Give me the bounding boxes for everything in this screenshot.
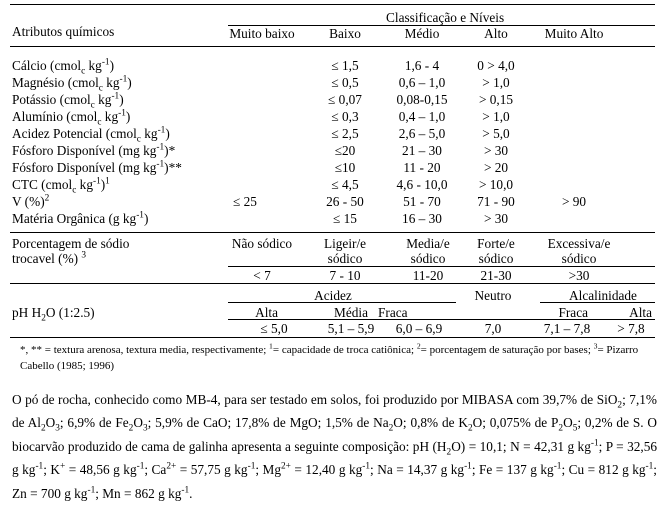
row-value-baixo: ≤20 xyxy=(334,143,356,158)
sodium-category: Media/e xyxy=(406,236,450,251)
row-attribute-label: Magnésio (cmol$_c$ $kg^{-1}$) xyxy=(12,74,132,94)
row-value-alto: > 5,0 xyxy=(482,126,510,141)
ph-value: ≤ 5,0 xyxy=(260,321,288,336)
sodium-category: Ligeir/e xyxy=(323,236,367,251)
row-value-medio: 2,6 – 5,0 xyxy=(398,126,446,141)
sodium-category: Excessiva/e xyxy=(547,236,611,251)
level-alto: Alto xyxy=(484,26,508,41)
row-value-alto: > 10,0 xyxy=(478,177,514,192)
sodium-top-rule xyxy=(10,232,655,233)
ph-value: 7,1 – 7,8 xyxy=(543,321,591,336)
sodium-value: 7 - 10 xyxy=(329,268,361,283)
header-bottom-rule xyxy=(10,46,655,47)
row-value-muito-alto: > 90 xyxy=(561,194,587,209)
row-value-medio: 4,6 - 10,0 xyxy=(396,177,448,192)
row-value-alto: 0 > 4,0 xyxy=(477,58,515,73)
row-value-alto: > 1,0 xyxy=(482,75,510,90)
row-attribute-label: Potássio (cmol$_c$ $kg^{-1}$) xyxy=(12,91,124,111)
ph-acidez-underline xyxy=(228,302,456,303)
row-attribute-label: CTC (cmol$_c$ $kg^{-1})^1$ xyxy=(12,176,110,196)
row-attribute-label: Matéria Orgânica (g $kg^{-1}$) xyxy=(12,210,149,226)
ph-value: 5,1 – 5,9 xyxy=(327,321,375,336)
row-value-alto: > 30 xyxy=(483,211,509,226)
row-attribute-label: V (%)$^2$ xyxy=(12,193,50,209)
body-paragraph: O pó de rocha, conhecido como MB-4, para ser testado em solos, foi produzido por MIBASA com 39,7% de SiO$_2$; 7,1% de $Al_2O_3$; 6,9% de $Fe_2O_3$; 5,9% de CaO; 17,8% de MgO; 1,5% de $Na_2O$; 0,8% de $K_2O$; 0,075% de $P_2O_5$; 0,2% de S. O biocarvão produzido de cama de galinha apresenta a seguinte composição: pH $(H_2O) = 10,1$; N = 42,31 g $kg^{-1}$; P = 32,56 g $kg^{-1}$; K+ = 48,56 g $kg^{-1}$; $Ca^{2+} = 57,75$ g $kg^{-1}$; $Mg^{2+} = 12,40$ g $kg^{-1}$; Na = 14,37 g $kg^{-1}$; Fe = 137 g $kg^{-1}$; Cu = 812 g $kg^{-1}$; Zn = 700 g $kg^{-1}$; Mn = 862 g $kg^{-1}$. xyxy=(12,392,657,501)
ph-value: 6,0 – 6,9 xyxy=(395,321,443,336)
row-value-baixo: ≤ 1,5 xyxy=(331,58,359,73)
sodium-value: 21-30 xyxy=(480,268,512,283)
ph-sub-label: Média xyxy=(334,305,368,320)
row-attribute-label: Cálcio (cmol$_c$ $kg^{-1}$) xyxy=(12,57,115,77)
level-muito-baixo: Muito baixo xyxy=(229,26,295,41)
row-value-baixo: ≤ 4,5 xyxy=(331,177,359,192)
level-muito-alto: Muito Alto xyxy=(544,26,604,41)
row-value-baixo: ≤ 0,07 xyxy=(328,92,362,107)
row-value-medio: 0,6 – 1,0 xyxy=(398,75,446,90)
sodium-category-line2: sódico xyxy=(478,251,514,266)
row-attribute-label: Alumínio (cmol$_c$ $kg^{-1}$) xyxy=(12,108,131,128)
row-value-alto: 71 - 90 xyxy=(477,194,515,209)
ph-group-alcalinidade: Alcalinidade xyxy=(569,288,637,303)
ph-value: > 7,8 xyxy=(617,321,645,336)
sodium-value: 11-20 xyxy=(412,268,444,283)
table-bottom-rule xyxy=(10,337,655,338)
sodium-value: < 7 xyxy=(253,268,271,283)
sodium-category: Não sódico xyxy=(231,236,293,251)
ph-mid-rule xyxy=(228,319,655,320)
header-classification: Classificação e Níveis xyxy=(386,10,505,25)
row-value-alto: > 0,15 xyxy=(478,92,514,107)
ph-group-neutro: Neutro xyxy=(474,288,512,303)
sodium-mid-rule xyxy=(228,266,655,267)
row-value-medio: 21 – 30 xyxy=(402,143,442,158)
level-medio: Médio xyxy=(404,26,440,41)
row-value-baixo: ≤10 xyxy=(334,160,356,175)
ph-group-acidez: Acidez xyxy=(314,288,352,303)
ph-sub-label: Fraca xyxy=(378,305,408,320)
row-value-alto: > 1,0 xyxy=(482,109,510,124)
row-value-baixo: ≤ 2,5 xyxy=(331,126,359,141)
row-value-baixo: 26 - 50 xyxy=(326,194,364,209)
sodium-label-line1: Porcentagem de sódio xyxy=(12,236,130,251)
row-value-medio: 51 - 70 xyxy=(403,194,441,209)
ph-sub-label: Alta xyxy=(629,305,652,320)
sodium-bottom-rule xyxy=(10,283,655,284)
row-attribute-label: Fósforo Disponível (mg $kg^{-1})**$ xyxy=(12,159,182,175)
row-value-medio: 11 - 20 xyxy=(403,160,441,175)
sodium-category: Forte/e xyxy=(477,236,515,251)
sodium-value: >30 xyxy=(568,268,590,283)
sodium-category-line2: sódico xyxy=(561,251,597,266)
ph-value: 7,0 xyxy=(484,321,502,336)
row-value-muito-baixo: ≤ 25 xyxy=(233,194,257,209)
level-baixo: Baixo xyxy=(329,26,361,41)
row-value-baixo: ≤ 0,3 xyxy=(331,109,359,124)
ph-alcalinidade-underline xyxy=(540,302,655,303)
ph-sub-label: Alta xyxy=(255,305,278,320)
row-value-alto: > 20 xyxy=(483,160,509,175)
sodium-category-line2: sódico xyxy=(410,251,446,266)
row-value-baixo: ≤ 0,5 xyxy=(331,75,359,90)
row-value-baixo: ≤ 15 xyxy=(333,211,357,226)
ph-label: pH $H_2O$ (1:2.5) xyxy=(12,305,95,324)
table-top-rule xyxy=(10,4,655,5)
row-value-medio: 1,6 - 4 xyxy=(404,58,440,73)
header-attributes: Atributos químicos xyxy=(12,24,115,39)
row-attribute-label: Fósforo Disponível (mg $kg^{-1})*$ xyxy=(12,142,176,158)
sodium-category-line2: sódico xyxy=(327,251,363,266)
sodium-label-line2: trocavel (%) $^3$ xyxy=(12,250,87,266)
row-value-alto: > 30 xyxy=(483,143,509,158)
row-value-medio: 0,08-0,15 xyxy=(396,92,448,107)
row-attribute-label: Acidez Potencial (cmol$_c$ $kg^{-1}$) xyxy=(12,125,170,145)
row-value-medio: 0,4 – 1,0 xyxy=(398,109,446,124)
table-footnote: *, ** = textura arenosa, textura media, respectivamente; $^1$= capacidade de troca catiônica; $^2$= porcentagem de saturação por bases; $^3$= Pizarro Cabello (1985; 1996) xyxy=(20,341,639,372)
row-value-medio: 16 – 30 xyxy=(402,211,442,226)
ph-sub-label: Fraca xyxy=(558,305,588,320)
